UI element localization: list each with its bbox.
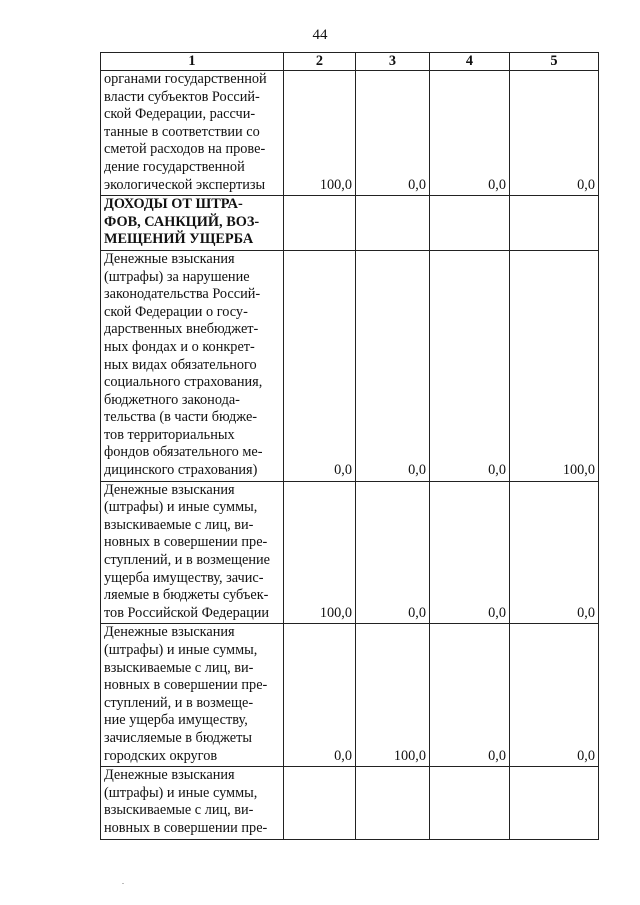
value-cell: 100,0	[284, 481, 356, 624]
description-line: ской Федерации о госу-	[104, 303, 248, 320]
description-line: ступлений, и в возмеще-	[104, 694, 254, 711]
row-description	[101, 196, 284, 251]
table-row	[101, 71, 599, 196]
value-cell	[510, 767, 599, 839]
value-cell: 0,0	[510, 624, 599, 767]
value-cell: 0,0	[430, 250, 510, 481]
value-cell: 0,0	[284, 250, 356, 481]
description-line: сметой расходов на прове-	[104, 141, 266, 158]
description-line: ской Федерации, рассчи-	[104, 106, 256, 123]
description-line: (штрафы) за нарушение	[104, 268, 250, 285]
row-description	[101, 767, 284, 839]
value-cell: 0,0	[510, 71, 599, 196]
value-cell: 0,0	[356, 71, 430, 196]
description-line: власти субъектов Россий-	[104, 88, 260, 105]
description-line: дицинского страхования)	[104, 462, 258, 479]
description-line: дение государственной	[104, 158, 245, 175]
description-line: фондов обязательного ме-	[104, 444, 263, 461]
value-cell	[356, 767, 430, 839]
column-header: 1	[101, 53, 284, 71]
description-line: городских округов	[104, 747, 218, 764]
table-body	[101, 71, 599, 840]
description-line: ущерба имуществу, зачис-	[104, 569, 264, 586]
row-description	[101, 71, 284, 196]
description-line: Денежные взыскания	[104, 767, 235, 784]
description-line: тов Российской Федерации	[104, 604, 270, 621]
value-cell: 100,0	[284, 71, 356, 196]
description-line: МЕЩЕНИЙ УЩЕРБА	[104, 231, 254, 248]
row-description	[101, 481, 284, 624]
description-line: тельства (в части бюдже-	[104, 409, 258, 426]
description-line: взыскиваемые с лиц, ви-	[104, 516, 254, 533]
description-line: законодательства Россий-	[104, 286, 261, 303]
column-header: 2	[284, 53, 356, 71]
value-cell: 0,0	[356, 250, 430, 481]
value-cell: 0,0	[430, 481, 510, 624]
table-row	[101, 250, 599, 481]
description-line: (штрафы) и иные суммы,	[104, 642, 258, 658]
value-cell	[430, 767, 510, 839]
row-description	[101, 250, 284, 481]
description-line: новных в совершении пре-	[104, 677, 268, 694]
description-line: ных видах обязательного	[104, 356, 257, 373]
description-line: тов территориальных	[104, 426, 235, 443]
description-line: ных фондах и о конкрет-	[104, 338, 255, 355]
description-line: Денежные взыскания	[104, 250, 235, 267]
description-line: взыскиваемые с лиц, ви-	[104, 802, 254, 819]
scan-speck	[122, 883, 124, 884]
description-line: взыскиваемые с лиц, ви-	[104, 659, 254, 676]
column-header: 5	[510, 53, 599, 71]
value-cell: 0,0	[284, 624, 356, 767]
value-cell	[510, 196, 599, 251]
value-cell: 0,0	[356, 481, 430, 624]
revenue-distribution-table	[100, 52, 599, 840]
value-cell: 0,0	[430, 624, 510, 767]
value-cell: 100,0	[510, 250, 599, 481]
description-line: новных в совершении пре-	[104, 819, 268, 836]
description-line: новных в совершении пре-	[104, 534, 268, 551]
section-header-row	[101, 196, 599, 251]
table-header-row	[101, 53, 599, 71]
description-line: социального страхования,	[104, 374, 263, 391]
value-cell: 0,0	[430, 71, 510, 196]
value-cell	[284, 196, 356, 251]
description-line: бюджетного законода-	[104, 391, 240, 408]
description-line: (штрафы) и иные суммы,	[104, 499, 258, 516]
value-cell: 0,0	[510, 481, 599, 624]
table-row	[101, 624, 599, 767]
column-header: 3	[356, 53, 430, 71]
page-number: 44	[312, 27, 328, 43]
row-description	[101, 624, 284, 767]
value-cell: 100,0	[356, 624, 430, 767]
description-line: Денежные взыскания	[104, 481, 235, 498]
column-header: 4	[430, 53, 510, 71]
description-line: ступлений, и в возмещение	[104, 552, 270, 569]
description-line: ние ущерба имуществу,	[104, 712, 248, 729]
description-line: танные в соответствии со	[104, 123, 260, 140]
table-row	[101, 481, 599, 624]
description-line: органами государственной	[104, 71, 267, 87]
description-line: ляемые в бюджеты субъек-	[104, 587, 269, 604]
description-line: зачисляемые в бюджеты	[104, 729, 252, 746]
value-cell	[430, 196, 510, 251]
description-line: экологической экспертизы	[104, 176, 266, 193]
description-line: дарственных внебюджет-	[104, 321, 259, 338]
value-cell	[356, 196, 430, 251]
table-row	[101, 767, 599, 839]
description-line: ФОВ, САНКЦИЙ, ВОЗ-	[104, 213, 260, 230]
description-line: ДОХОДЫ ОТ ШТРА-	[104, 196, 243, 213]
description-line: Денежные взыскания	[104, 624, 235, 641]
value-cell	[284, 767, 356, 839]
description-line: (штрафы) и иные суммы,	[104, 784, 258, 801]
